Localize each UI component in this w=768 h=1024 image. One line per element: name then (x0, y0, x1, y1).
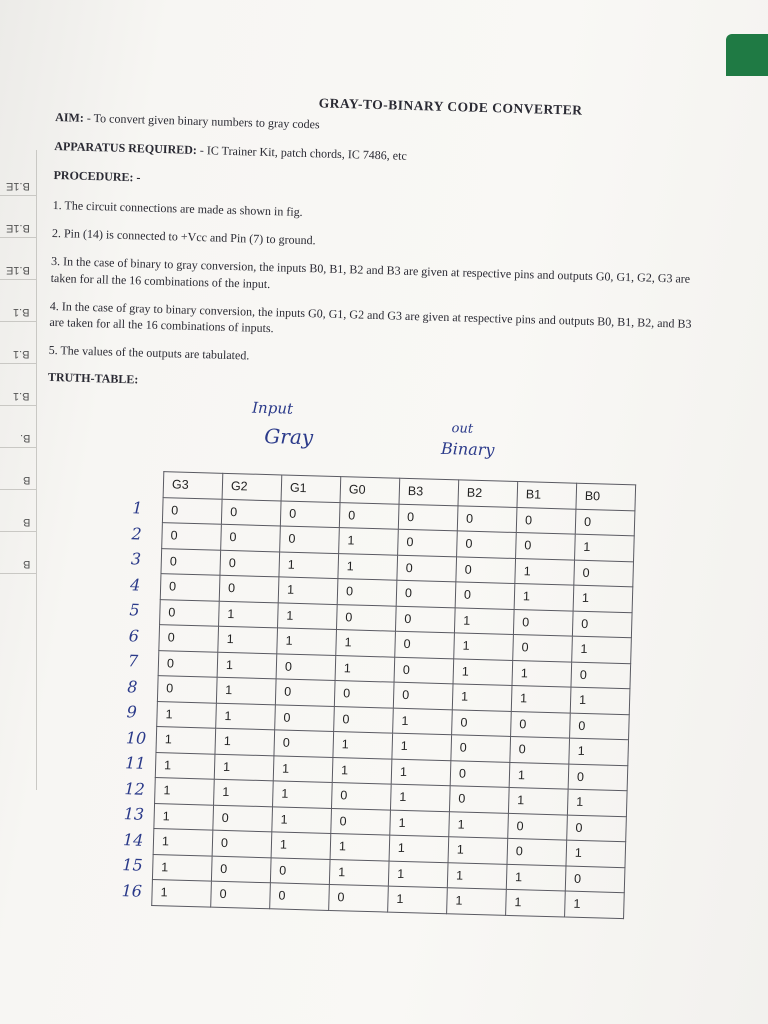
table-cell: 1 (214, 754, 274, 781)
table-cell: 0 (567, 815, 627, 842)
table-cell: 0 (280, 500, 340, 527)
table-cell: 0 (161, 548, 221, 575)
row-number: 8 (127, 676, 138, 697)
column-header-b1: B1 (517, 482, 577, 509)
table-cell: 0 (456, 556, 516, 583)
row-number: 6 (128, 625, 140, 646)
table-cell: 0 (510, 736, 570, 763)
table-cell: 1 (336, 630, 396, 657)
document-content (47, 88, 706, 912)
table-cell: 1 (214, 779, 274, 806)
table-cell: 0 (575, 509, 635, 536)
margin-mark: B.1 (13, 390, 30, 402)
apparatus-text: - IC Trainer Kit, patch chords, IC 7486, etc (199, 143, 407, 163)
table-cell: 0 (160, 574, 220, 601)
table-cell: 0 (280, 526, 340, 553)
table-cell: 0 (211, 881, 271, 908)
procedure-step: 4. In the case of gray to binary conversion, the inputs G0, G1, G2 and G3 are given at respective pins and outputs B0, B1, B2, and B3 are taken for all the 16 combinations of inputs. (49, 298, 692, 336)
row-number: 9 (126, 702, 138, 722)
table-cell: 0 (220, 550, 280, 577)
table-cell: 0 (507, 838, 567, 865)
table-cell: 1 (152, 880, 212, 907)
table-cell: 1 (278, 577, 338, 604)
table-cell: 0 (275, 679, 335, 706)
table-cell: 1 (388, 886, 448, 913)
row-number: 7 (127, 651, 139, 671)
table-cell: 1 (572, 636, 632, 663)
green-page-tab (726, 34, 768, 76)
table-cell: 0 (572, 611, 632, 638)
table-cell: 0 (337, 579, 397, 606)
procedure-step: 1. The circuit connections are made as shown in fig. (52, 197, 303, 219)
procedure-step: 5. The values of the outputs are tabulated. (48, 343, 250, 363)
table-cell: 0 (212, 830, 272, 857)
table-cell: 0 (395, 631, 455, 658)
table-cell: 0 (158, 650, 218, 677)
table-cell: 0 (455, 582, 515, 609)
truth-table (151, 471, 636, 919)
table-cell: 0 (395, 606, 455, 633)
table-cell: 0 (331, 808, 391, 835)
table-cell: 0 (160, 599, 220, 626)
table-cell: 1 (566, 840, 626, 867)
table-cell: 1 (392, 733, 452, 760)
column-header-g3: G3 (163, 472, 223, 499)
table-cell: 0 (211, 856, 271, 883)
table-cell: 1 (332, 757, 392, 784)
table-cell: 0 (270, 883, 330, 910)
column-header-b2: B2 (458, 480, 518, 507)
table-cell: 0 (451, 735, 511, 762)
row-number: 11 (124, 753, 146, 773)
column-header-g2: G2 (222, 473, 282, 500)
table-cell: 0 (221, 524, 281, 551)
procedure-step: 3. In the case of binary to gray conversion, the inputs B0, B1, B2 and B3 are given at respective pins and outputs G0, G1, G2, G3 are taken for all the 16 combinations of the input. (50, 254, 691, 291)
table-cell: 1 (515, 558, 575, 585)
table-cell: 1 (390, 810, 450, 837)
row-number: 12 (124, 778, 146, 799)
table-cell: 1 (393, 708, 453, 735)
row-number: 10 (125, 727, 147, 748)
table-cell: 0 (159, 625, 219, 652)
margin-mark: B.1E (6, 180, 30, 192)
table-cell: 0 (511, 711, 571, 738)
row-number: 15 (122, 855, 143, 875)
table-cell: 1 (330, 833, 390, 860)
handwritten-out: out (451, 421, 474, 437)
margin-mark: B.1 (13, 306, 30, 318)
column-header-b0: B0 (576, 483, 636, 510)
table-cell: 0 (332, 782, 392, 809)
table-cell: 1 (565, 891, 625, 918)
column-header-b3: B3 (399, 478, 459, 505)
table-cell: 0 (339, 502, 399, 529)
table-cell: 1 (279, 551, 339, 578)
table-cell: 1 (338, 553, 398, 580)
table-cell: 0 (393, 682, 453, 709)
table-cell: 1 (157, 701, 217, 728)
margin-rule (0, 531, 36, 532)
table-cell: 0 (334, 681, 394, 708)
table-cell: 1 (216, 677, 276, 704)
row-number: 14 (122, 829, 144, 850)
table-cell: 0 (213, 805, 273, 832)
table-cell: 1 (156, 727, 216, 754)
table-cell: 0 (396, 580, 456, 607)
row-number: 4 (129, 574, 141, 595)
table-cell: 0 (398, 529, 458, 556)
margin-rule (0, 405, 36, 406)
margin-rule (0, 489, 36, 490)
table-cell: 1 (570, 687, 630, 714)
table-cell: 1 (454, 607, 514, 634)
table-cell: 1 (278, 602, 338, 629)
table-cell: 1 (215, 728, 275, 755)
table-cell: 1 (391, 759, 451, 786)
table-cell: 0 (513, 634, 573, 661)
table-cell: 1 (273, 755, 333, 782)
table-cell: 1 (454, 633, 514, 660)
margin-mark: B. (19, 432, 30, 444)
table-cell: 1 (447, 888, 507, 915)
page-title: GRAY-TO-BINARY CODE CONVERTER (318, 95, 583, 118)
table-cell: 0 (565, 866, 625, 893)
table-cell: 1 (218, 626, 278, 653)
margin-rule (0, 447, 36, 448)
table-cell: 1 (569, 738, 629, 765)
margin-rule (0, 279, 36, 280)
handwritten-input: Input (251, 398, 294, 418)
table-cell: 0 (270, 857, 330, 884)
table-cell: 1 (509, 762, 569, 789)
table-cell: 1 (335, 655, 395, 682)
table-cell: 1 (219, 601, 279, 628)
table-cell: 1 (575, 534, 635, 561)
handwritten-binary: Binary (440, 438, 495, 460)
table-cell: 1 (447, 862, 507, 889)
table-cell: 1 (512, 660, 572, 687)
table-cell: 0 (336, 604, 396, 631)
table-cell: 1 (506, 864, 566, 891)
table-cell: 0 (221, 499, 281, 526)
table-cell: 1 (453, 658, 513, 685)
row-number: 16 (121, 880, 143, 901)
aim-label: AIM: (54, 109, 85, 125)
apparatus-line (54, 139, 704, 172)
table-cell: 1 (506, 889, 566, 916)
table-cell: 0 (513, 609, 573, 636)
table-cell: 1 (154, 803, 214, 830)
table-cell: 0 (457, 505, 517, 532)
table-cell: 1 (508, 787, 568, 814)
table-cell: 1 (273, 781, 333, 808)
table-cell: 0 (508, 813, 568, 840)
table-cell: 0 (574, 560, 634, 587)
procedure-step: 2. Pin (14) is connected to +Vcc and Pin (7) to ground. (51, 226, 316, 248)
margin-rule (0, 573, 36, 574)
table-cell: 1 (388, 861, 448, 888)
table-cell: 1 (155, 752, 215, 779)
table-cell: 0 (397, 555, 457, 582)
table-cell: 0 (162, 497, 222, 524)
table-cell: 1 (449, 811, 509, 838)
margin-mark: B.1E (6, 264, 30, 276)
table-cell: 0 (568, 764, 628, 791)
column-header-g0: G0 (340, 477, 400, 504)
margin-mark: B.1E (6, 222, 30, 234)
table-cell: 0 (516, 533, 576, 560)
margin-rule (0, 321, 36, 322)
margin-mark: B (22, 474, 30, 486)
truth-table-label: TRUTH-TABLE: (47, 370, 139, 387)
table-cell: 0 (275, 704, 335, 731)
table-cell: 0 (571, 662, 631, 689)
table-cell: 1 (573, 585, 633, 612)
column-header-g1: G1 (281, 475, 341, 502)
row-number: 13 (123, 804, 145, 824)
table-cell: 0 (398, 504, 458, 531)
table-cell: 0 (516, 507, 576, 534)
table-cell: 0 (219, 575, 279, 602)
margin-rule (0, 363, 36, 364)
table-cell: 0 (334, 706, 394, 733)
row-number: 2 (131, 523, 143, 544)
table-cell: 0 (276, 653, 336, 680)
table-cell: 0 (394, 657, 454, 684)
table-cell: 0 (570, 713, 630, 740)
aim-text: - To convert given binary numbers to gray codes (86, 110, 320, 132)
margin-rule (0, 237, 36, 238)
margin-mark: B (22, 516, 30, 528)
table-cell: 0 (452, 709, 512, 736)
table-cell: 1 (448, 837, 508, 864)
table-cell: 1 (339, 528, 399, 555)
table-cell: 1 (277, 628, 337, 655)
table-cell: 1 (333, 732, 393, 759)
table-cell: 0 (157, 676, 217, 703)
table-cell: 1 (155, 778, 215, 805)
row-number: 5 (129, 600, 140, 620)
table-cell: 1 (567, 789, 627, 816)
table-cell: 0 (457, 531, 517, 558)
table-cell: 1 (452, 684, 512, 711)
previous-page-edge (0, 150, 37, 790)
table-cell: 1 (511, 685, 571, 712)
table-cell: 0 (450, 760, 510, 787)
margin-mark: B (22, 558, 30, 570)
margin-rule (0, 195, 36, 196)
table-cell: 1 (153, 829, 213, 856)
handwritten-gray: Gray (264, 423, 314, 450)
table-cell: 1 (152, 854, 212, 881)
table-cell: 1 (217, 652, 277, 679)
table-cell: 1 (514, 584, 574, 611)
table-cell: 0 (329, 884, 389, 911)
table-cell: 1 (272, 806, 332, 833)
row-number: 3 (130, 549, 142, 569)
table-cell: 1 (271, 832, 331, 859)
table-cell: 0 (162, 523, 222, 550)
table-cell: 0 (274, 730, 334, 757)
table-cell: 1 (216, 703, 276, 730)
table-cell: 1 (389, 835, 449, 862)
row-number: 1 (132, 498, 143, 518)
table-cell: 1 (390, 784, 450, 811)
table-cell: 0 (449, 786, 509, 813)
margin-mark: B.1 (13, 348, 30, 360)
procedure-heading: PROCEDURE: - (53, 167, 141, 185)
apparatus-label: APPARATUS REQUIRED: (54, 138, 198, 157)
table-cell: 1 (329, 859, 389, 886)
